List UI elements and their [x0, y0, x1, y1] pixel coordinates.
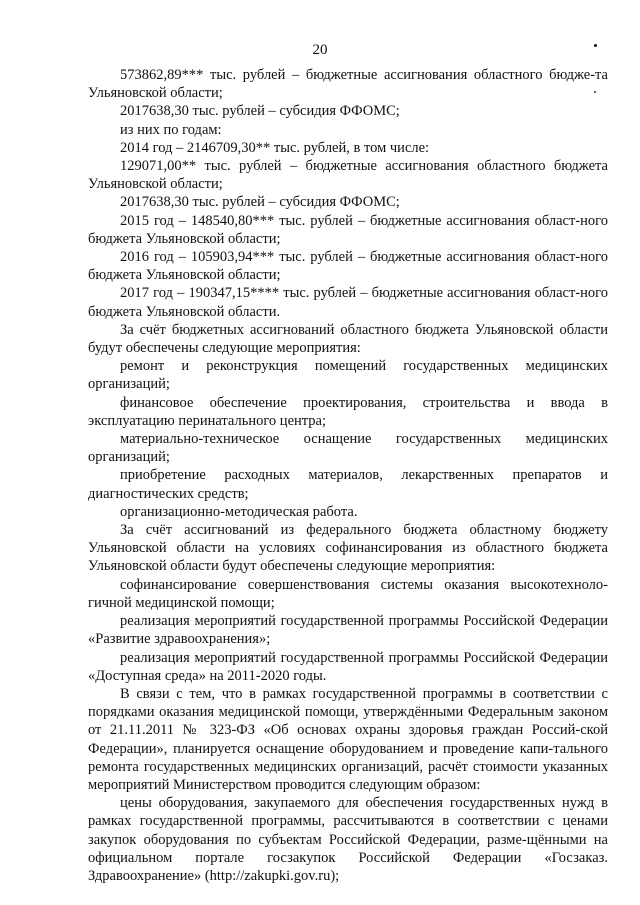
paragraph: материально-техническое оснащение государственных медицинских организаций; — [88, 431, 608, 466]
page-number: 20 — [312, 42, 328, 58]
paragraph: софинансирование совершенствования системы оказания высокотехноло-гичной медицинской помощи; — [88, 576, 608, 611]
paragraph: 2017 год – 190347,15**** тыс. рублей – бюджетные ассигнования област-ного бюджета Ульяновской области. — [88, 285, 608, 320]
paragraph: 2017638,30 тыс. рублей – субсидия ФФОМС; — [120, 194, 400, 211]
paragraph: В связи с тем, что в рамках государственной программы в соответствии с порядками оказания медицинской помощи, утверждёнными Федеральным законом от 21.11.2011 № 323-ФЗ «Об основах охраны здоровья граждан Россий-ской Федерации», планируется оснащение оборудованием и проведение капи-тального ремонта государственных медицинских организаций, расчёт стоимости указанных мероприятий Министерством проводится следующим образом: — [88, 685, 608, 793]
paragraph: За счёт бюджетных ассигнований областного бюджета Ульяновской области будут обеспечены следующие мероприятия: — [88, 321, 608, 357]
paragraph: реализация мероприятий государственной программы Российской Федерации «Развитие здравоохранения»; — [88, 613, 608, 648]
document-body — [88, 66, 608, 885]
paragraph: реализация мероприятий государственной программы Российской Федерации «Доступная среда» на 2011-2020 годы. — [88, 649, 608, 684]
paragraph: За счёт ассигнований из федерального бюджета областному бюджету Ульяновской области на условиях софинансирования из областного бюджета Ульяновской области будут обеспечены следующие мероприятия: — [88, 522, 608, 575]
paragraph: цены оборудования, закупаемого для обеспечения государственных нужд в рамках государственной программы, рассчитываются в соответствии с ценами закупок оборудования по субъектам Российской Федерации, разме-щёнными на официальном портале госзакупок Российской Федерации «Госзаказ. Здравоохранение» (http://zakupki.gov.ru); — [88, 795, 608, 884]
paragraph: организационно-методическая работа. — [120, 503, 358, 520]
paragraph: приобретение расходных материалов, лекарственных препаратов и диагностических средств; — [88, 467, 608, 502]
paragraph: 573862,89*** тыс. рублей – бюджетные ассигнования областного бюдже-та Ульяновской области; — [88, 67, 608, 102]
scan-speck — [594, 44, 597, 47]
paragraph: 2014 год – 2146709,30** тыс. рублей, в том числе: — [120, 139, 430, 156]
paragraph: 129071,00** тыс. рублей – бюджетные ассигнования областного бюджета Ульяновской области; — [88, 158, 608, 193]
paragraph: финансовое обеспечение проектирования, строительства и ввода в эксплуатацию перинатального центра; — [88, 394, 608, 429]
paragraph: ремонт и реконструкция помещений государственных медицинских организаций; — [88, 358, 608, 393]
paragraph: из них по годам: — [120, 121, 222, 138]
paragraph: 2017638,30 тыс. рублей – субсидия ФФОМС; — [120, 103, 400, 120]
paragraph: 2015 год – 148540,80*** тыс. рублей – бюджетные ассигнования област-ного бюджета Ульяновской области; — [88, 212, 608, 247]
paragraph: 2016 год – 105903,94*** тыс. рублей – бюджетные ассигнования област-ного бюджета Ульяновской области; — [88, 249, 608, 284]
